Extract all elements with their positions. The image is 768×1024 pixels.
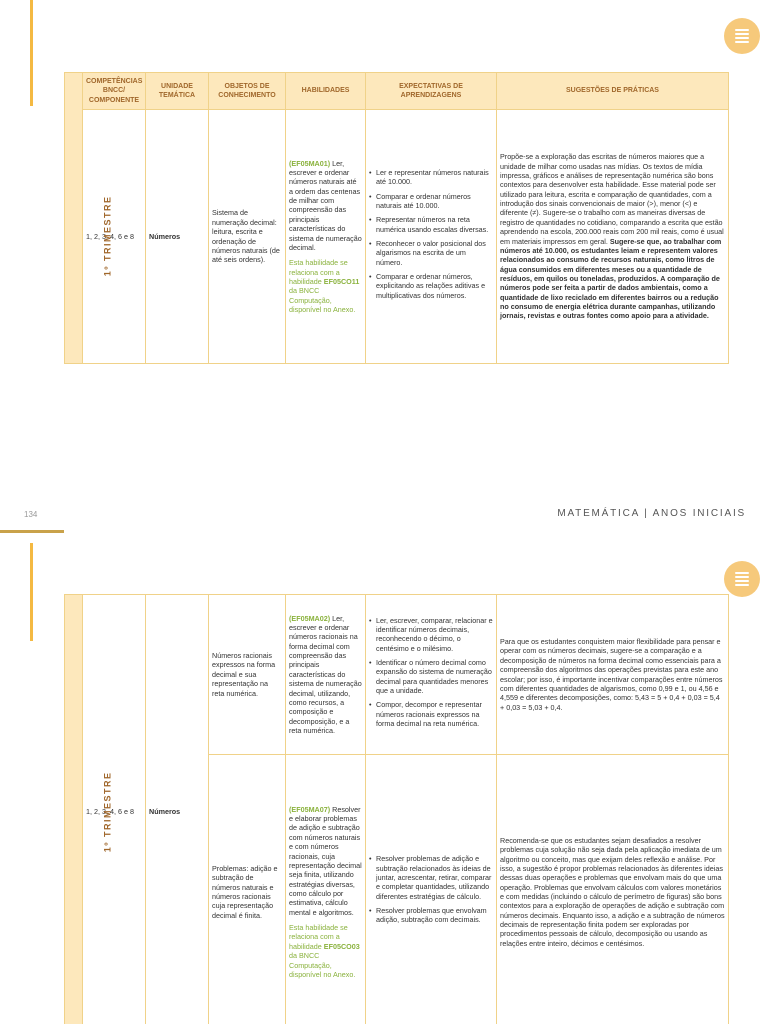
divider — [0, 530, 64, 533]
list-item: • Ler, escrever, comparar, relacionar e identificar números decimais, reconhecendo o décimo, o centésimo e o milésimo. — [369, 616, 493, 653]
header-competencias: COMPETÊNCIAS BNCC/ COMPONENTE — [83, 73, 146, 110]
list-item: • Resolver problemas que envolvam adição, subtração com decimais. — [369, 906, 493, 925]
page-number: 134 — [24, 510, 38, 519]
table-header-row — [65, 73, 729, 110]
list-item: • Compor, decompor e representar números racionais expressos na forma decimal na reta numérica. — [369, 700, 493, 728]
habilidade-code: (EF05MA02) — [289, 613, 331, 623]
list-item: • Representar números na reta numérica usando escalas diversas. — [369, 215, 493, 234]
accent-bar-bottom — [30, 543, 33, 641]
habilidade-text: Resolver e elaborar problemas de adição e subtração com números naturais e com números racionais, cuja representação decimal seja finita, utilizando estratégias diversas, como cálculo por estimativa, cálculo mental e algoritmos. — [289, 804, 362, 917]
header-sugestoes: SUGESTÕES DE PRÁTICAS — [497, 73, 729, 110]
objeto-cell: Sistema de numeração decimal: leitura, escrita e ordenação de números naturais (de até seis ordens). — [209, 110, 286, 364]
header-habilidades: HABILIDADES — [286, 73, 366, 110]
expectativas-cell — [366, 110, 497, 364]
expectativas-cell — [366, 755, 497, 1024]
list-item: • Comparar e ordenar números, explicitando as relações aditivas e multiplicativas dos números. — [369, 272, 493, 300]
expectativas-cell — [366, 595, 497, 755]
habilidade-cell — [286, 595, 366, 755]
list-icon — [735, 572, 749, 586]
header-objetos: OBJETOS DE CONHECIMENTO — [209, 73, 286, 110]
curriculum-table-1 — [64, 72, 729, 364]
menu-button-top[interactable] — [724, 18, 760, 54]
habilidade-code: (EF05MA07) — [289, 804, 331, 814]
habilidade-code: (EF05MA01) — [289, 158, 331, 168]
list-item: • Resolver problemas de adição e subtração relacionados às ideias de juntar, acrescentar, retirar, comparar e completar quantidades, utilizando diferentes estratégias de cálculo. — [369, 854, 493, 901]
habilidade-note: Esta habilidade se relaciona com a habilidade EF05CO03 da BNCC Computação, disponível no Anexo. — [289, 923, 360, 979]
habilidade-note-code: EF05CO11 — [323, 276, 360, 286]
unidade-cell: Números — [146, 595, 209, 1024]
list-item: • Identificar o número decimal como expansão do sistema de numeração decimal para quantidades menores que a unidade. — [369, 658, 493, 695]
unidade-cell: Números — [146, 110, 209, 364]
habilidade-cell — [286, 110, 366, 364]
header-expectativas: EXPECTATIVAS DE APRENDIZAGENS — [366, 73, 497, 110]
competencias-cell: 1, 2, 3, 4, 6 e 8 — [83, 110, 146, 364]
list-item: • Ler e representar números naturais até 10.000. — [369, 168, 493, 187]
accent-bar-top — [30, 0, 33, 106]
habilidade-note-code: EF05CO03 — [323, 941, 360, 951]
table-row — [65, 110, 729, 364]
list-item: • Reconhecer o valor posicional dos algarismos na escrita de um número. — [369, 239, 493, 267]
sugestao-bold-text: Sugere-se que, ao trabalhar com números até 10.000, os estudantes leiam e representem valores relacionados ao consumo de recursos naturais, como litros de água consumidos em diferentes meses ou a quantidade de resíduos, em quilos ou toneladas, produzidos. A comparação de números pode ser feita a partir de dados ambientais, como a quantidade de lixo reciclado em diferentes bairros ou a redução no consumo de energia elétrica durante campanhas, utilizando jornais, revistas e outras fontes como apoio para a atividade. — [500, 236, 722, 321]
header-unidade: UNIDADE TEMÁTICA — [146, 73, 209, 110]
menu-button-bottom[interactable] — [724, 561, 760, 597]
running-head: MATEMÁTICA | ANOS INICIAIS — [557, 508, 746, 519]
list-icon — [735, 29, 749, 43]
sugestoes-cell: Recomenda-se que os estudantes sejam desafiados a resolver problemas cuja solução não seja dada pela aplicação imediata de um algoritmo ou conceito, mas que exijam deles reflexão e análise. Por isso, a sugestão é propor problemas relacionados às diferentes ideias dessas duas operações e problemas que envolvam mais do que uma operação. Problemas que envolvam cálculos com valores monetários e com medidas (incluindo o cálculo de perímetro de figuras) são bons contextos para a exploração de operações de adição e subtração com números decimais. Enquanto isso, a adição e a subtração de números decimais de representação finita podem ser exploradas por procedimentos pessoais de cálculo, decomposição ou usando as relações entre inteiro, décimos e centésimos. — [497, 755, 729, 1024]
habilidade-text: Ler, escrever e ordenar números racionais na forma decimal com compreensão das principais características do sistema de numeração decimal, utilizando, como recursos, a composição e decomposição, e a reta numérica. — [289, 613, 362, 735]
sugestoes-cell: Para que os estudantes conquistem maior flexibilidade para pensar e operar com os números decimais, sugere-se a comparação e a decomposição de números na forma decimal como essenciais para a compreensão dos algoritmos das operações previstas para este ano escolar; por isso, é importante incentivar comparações entre números com diferentes quantidades de algarismos, como 0,99 e 1, ou 4,56 e 4,559 e diferentes decomposições, como: 5,43 = 5 + 0,4 + 0,03 = 5,4 + 0,03 = 5,03 + 0,4. — [497, 595, 729, 755]
curriculum-table-2 — [64, 594, 729, 1024]
list-item: • Comparar e ordenar números naturais até 10.000. — [369, 192, 493, 211]
sugestoes-cell — [497, 110, 729, 364]
objeto-cell: Números racionais expressos na forma decimal e sua representação na reta numérica. — [209, 595, 286, 755]
sugestao-text: Propõe-se a exploração das escritas de números maiores que a unidade de milhar como usadas nas mídias. Os textos de mídia impressa, gráficos e análises de representação numérica são bons contextos para desenvolver esta habilidade. Esse material pode ser utilizado para leitura, escrita e comparação de quantidades, com a introdução dos sinais convencionais de maior (>), menor (<) e diferente (≠). Sugere-se o trabalho com as maneiras diversas de registro de quantidades no cotidiano, comparando a escrita que estão aprendendo na escola, 200.000 reais com 200 mil reais, como é usual em materiais impressos em geral. — [500, 152, 724, 246]
competencias-cell: 1, 2, 3, 4, 6 e 8 — [83, 595, 146, 1024]
objeto-cell: Problemas: adição e subtração de números naturais e números racionais cuja representação decimal é finita. — [209, 755, 286, 1024]
trimestre-label: 1º TRIMESTRE — [65, 595, 83, 1024]
habilidade-note: Esta habilidade se relaciona com a habilidade EF05CO11 da BNCC Computação, disponível no Anexo. — [289, 258, 360, 315]
habilidade-text: Ler, escrever e ordenar números naturais até a ordem das centenas de milhar com compreensão das principais características do sistema de numeração decimal. — [289, 158, 362, 252]
table-row — [65, 595, 729, 755]
trimestre-label: 1º TRIMESTRE — [65, 110, 83, 364]
habilidade-cell — [286, 755, 366, 1024]
